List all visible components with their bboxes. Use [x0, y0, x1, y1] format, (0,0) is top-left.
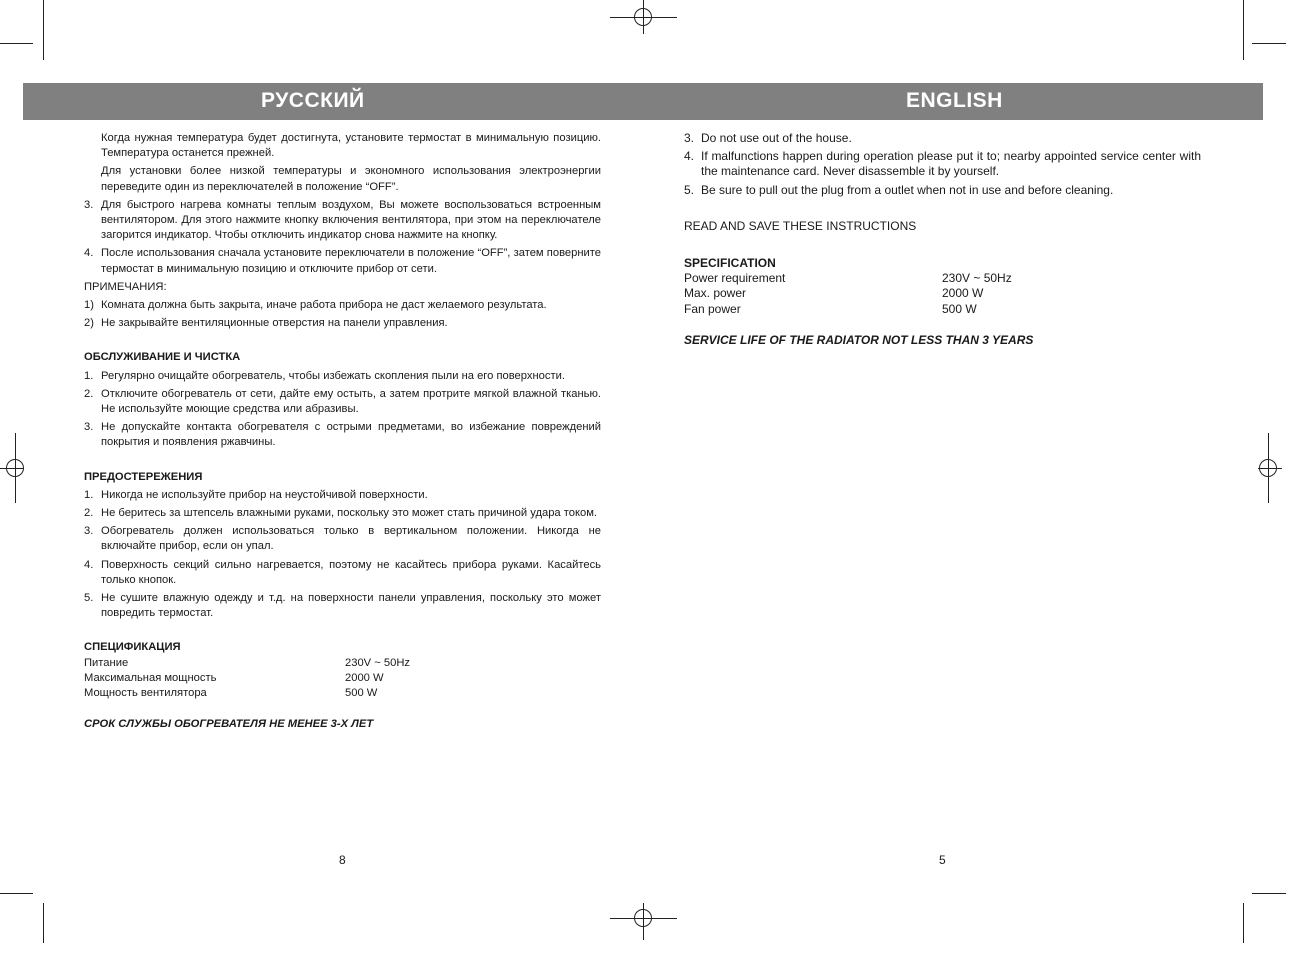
list-item-text: If malfunctions happen during operation please put it to; nearby appointed service center with the maintenance card. Never disassemble it by yourself. [701, 149, 1201, 179]
spec-row [684, 271, 1201, 286]
english-column [684, 131, 1201, 348]
list-item-number: 3. [684, 131, 695, 145]
spec-row [84, 656, 601, 671]
maintenance-title: ОБСЛУЖИВАНИЕ И ЧИСТКА [84, 351, 241, 364]
list-item-text: Комната должна быть закрыта, иначе работа прибора не даст желаемого результата. [101, 299, 547, 312]
list-item-text: Поверхность секций сильно нагревается, поэтому не касайтесь прибора руками. Касайтесь только кнопок. [101, 558, 601, 586]
list-item [684, 149, 1201, 179]
list-item-text: Регулярно очищайте обогреватель, чтобы избежать скопления пыли на его поверхности. [101, 369, 565, 382]
list-item-number: 3. [84, 421, 94, 434]
list-item-text: Никогда не используйте прибор на неустойчивой поверхности. [101, 488, 428, 501]
list-item [84, 420, 601, 450]
notes-title: ПРИМЕЧАНИЯ: [84, 280, 167, 293]
specification-title: SPECIFICATION [684, 256, 776, 271]
list-item [684, 183, 1201, 198]
spec-value: 2000 W [345, 671, 384, 684]
list-item-number: 3. [84, 198, 94, 211]
list-item-number: 5. [84, 592, 94, 605]
list-item-number: 2. [84, 507, 94, 520]
spec-label: Питание [84, 656, 129, 669]
page-number-right: 5 [939, 853, 946, 867]
list-item-text: Обогреватель должен использоваться только в вертикальном положении. Никогда не включайте прибор, если он упал. [101, 525, 601, 553]
spec-value: 230V ~ 50Hz [942, 271, 1012, 286]
list-item-number: 5. [684, 182, 695, 197]
spec-label: Fan power [684, 301, 741, 316]
list-item [84, 246, 601, 276]
list-item-number: 2) [84, 317, 94, 330]
russian-column [84, 131, 601, 733]
list-item [84, 387, 601, 417]
list-item [84, 558, 601, 588]
spec-label: Максимальная мощность [84, 671, 217, 684]
list-item-text: После использования сначала установите переключатели в положение “OFF”, затем поверните термостат в минимальную позицию и отключите прибор от сети. [101, 247, 601, 275]
warnings-title: ПРЕДОСТЕРЕЖЕНИЯ [84, 470, 203, 483]
list-item-text: Отключите обогреватель от сети, дайте ему остыть, а затем протрите мягкой влажной тканью. Не используйте моющие средства или абразивы. [101, 387, 601, 416]
spec-row [684, 302, 1201, 317]
list-item-number: 2. [84, 387, 94, 400]
spec-label: Power requirement [684, 271, 786, 286]
list-item-number: 4. [84, 558, 94, 571]
spec-row [84, 671, 601, 686]
spec-row [684, 286, 1201, 301]
list-item-number: 1) [84, 299, 94, 312]
list-item [84, 369, 601, 384]
spec-value: 2000 W [942, 286, 984, 301]
spec-value: 500 W [345, 687, 378, 700]
list-item-text: Не допускайте контакта обогревателя с острыми предметами, во избежание повреждений покрытия и появления ржавчины. [101, 421, 601, 449]
list-item [84, 316, 601, 331]
list-item-text: Do not use out of the house. [701, 131, 852, 145]
spec-value: 500 W [942, 301, 977, 316]
list-item [84, 488, 601, 503]
list-item-number: 3. [84, 525, 94, 538]
list-item-number: 4. [84, 247, 94, 260]
list-item [84, 506, 601, 521]
list-item-text: Не закрывайте вентиляционные отверстия на панели управления. [101, 317, 448, 330]
page-number-left: 8 [339, 853, 346, 867]
header-title-english: ENGLISH [906, 89, 1003, 112]
list-item-text: Не беритесь за штепсель влажными руками, поскольку это может стать причиной удара током. [101, 507, 598, 520]
read-save-instructions: READ AND SAVE THESE INSTRUCTIONS [684, 218, 917, 233]
spec-value: 230V ~ 50Hz [345, 656, 410, 669]
list-item-number: 1. [84, 369, 94, 382]
list-item-number: 4. [684, 149, 695, 164]
list-item-number: 1. [84, 488, 94, 501]
list-item-text: Be sure to pull out the plug from a outlet when not in use and before cleaning. [701, 182, 1114, 197]
header-title-russian: РУССКИЙ [261, 89, 365, 112]
service-life-note: СРОК СЛУЖБЫ ОБОГРЕВАТЕЛЯ НЕ МЕНЕЕ 3-Х ЛЕТ [84, 718, 374, 731]
intro-paragraph: Когда нужная температура будет достигнута, установите термостат в минимальную позицию. Температура останется прежней. [101, 132, 601, 160]
spec-label: Мощность вентилятора [84, 687, 207, 700]
header-bar [23, 83, 1263, 120]
list-item [684, 131, 1201, 146]
list-item-text: Для быстрого нагрева комнаты теплым воздухом, Вы можете воспользоваться встроенным вентилятором. Для этого нажмите кнопку включения вентилятора, при этом на переключателе загорится индикатор. Чтобы отключить индикатор снова нажмите на кнопку. [101, 198, 601, 242]
service-life-note: SERVICE LIFE OF THE RADIATOR NOT LESS THAN 3 YEARS [684, 332, 1034, 347]
spec-row [84, 686, 601, 701]
list-item [84, 591, 601, 621]
list-item [84, 298, 601, 313]
list-item [84, 198, 601, 244]
list-item [84, 524, 601, 554]
list-item-text: Не сушите влажную одежду и т.д. на поверхности панели управления, поскольку это может повредить термостат. [101, 592, 601, 620]
specification-title: СПЕЦИФИКАЦИЯ [84, 641, 181, 654]
intro-paragraph: Для установки более низкой температуры и экономного использования электроэнергии переведите один из переключателей в положение “OFF”. [101, 165, 601, 193]
spec-label: Max. power [684, 286, 747, 301]
